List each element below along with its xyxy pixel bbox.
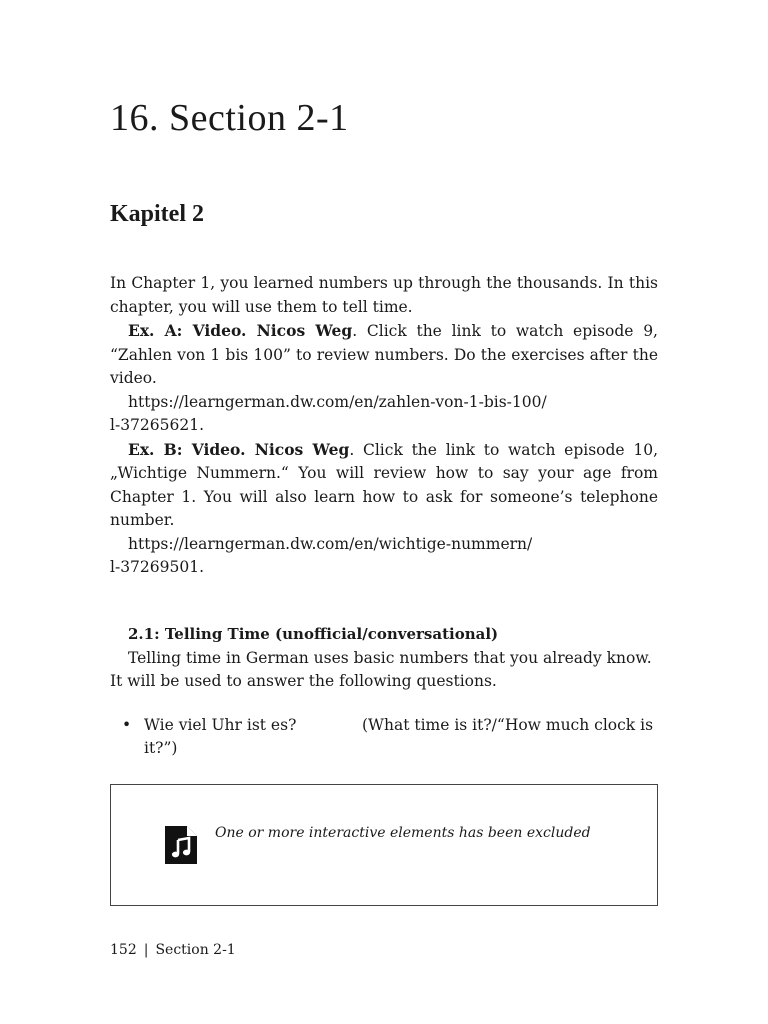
exercise-b-text: . Click the link to watch episode 10, „Wichtige Nummern.“ You will review how to say your age from Chapter 1. You will also learn how to ask for someone’s telephone number. bbox=[110, 440, 658, 529]
intro-text bbox=[110, 272, 658, 580]
excluded-note: One or more interactive elements has been excluded bbox=[215, 825, 591, 841]
subheading: 2.1: Telling Time (unofficial/conversational) bbox=[128, 625, 499, 643]
footer-section-name: Section 2-1 bbox=[155, 942, 236, 958]
link-b[interactable] bbox=[110, 533, 658, 557]
page-footer bbox=[110, 942, 236, 958]
link-b-cont[interactable] bbox=[110, 556, 658, 580]
link-b-line1[interactable]: https://learngerman.dw.com/en/wichtige-nummern/ bbox=[128, 534, 533, 553]
exercise-a bbox=[110, 319, 658, 391]
chapter-title: 16. Section 2-1 bbox=[110, 97, 349, 139]
question-list bbox=[110, 714, 658, 761]
page-number: 152 bbox=[110, 942, 137, 958]
telling-time-section bbox=[110, 623, 658, 761]
intro-paragraph: In Chapter 1, you learned numbers up through the thousands. In this chapter, you will use them to tell time. bbox=[110, 274, 658, 316]
media-placeholder bbox=[110, 784, 658, 906]
link-a-cont[interactable] bbox=[110, 414, 658, 438]
exercise-b-label: Ex. B: Video. Nicos Weg bbox=[128, 439, 350, 459]
music-file-icon bbox=[165, 826, 197, 864]
exercise-a-text: . Click the link to watch episode 9, “Zahlen von 1 bis 100” to review numbers. Do the exercises after the video. bbox=[110, 322, 658, 387]
section-heading: Kapitel 2 bbox=[110, 201, 204, 227]
list-item bbox=[110, 714, 658, 761]
german-question: Wie viel Uhr ist es? bbox=[144, 715, 297, 734]
link-b-line2[interactable]: l-37269501. bbox=[110, 558, 205, 576]
link-a[interactable] bbox=[110, 391, 658, 415]
exercise-a-label: Ex. A: Video. Nicos Weg bbox=[128, 321, 353, 340]
footer-separator: | bbox=[143, 942, 149, 958]
section-paragraph: Telling time in German uses basic numbers that you already know. It will be used to answer the following questions. bbox=[110, 648, 652, 690]
link-a-line1[interactable]: https://learngerman.dw.com/en/zahlen-von-1-bis-100/ bbox=[128, 392, 547, 411]
english-translation: (What time is it?/“How much clock is it?”) bbox=[144, 715, 654, 757]
exercise-b bbox=[110, 438, 658, 533]
link-a-line2[interactable]: l-37265621. bbox=[110, 416, 205, 434]
